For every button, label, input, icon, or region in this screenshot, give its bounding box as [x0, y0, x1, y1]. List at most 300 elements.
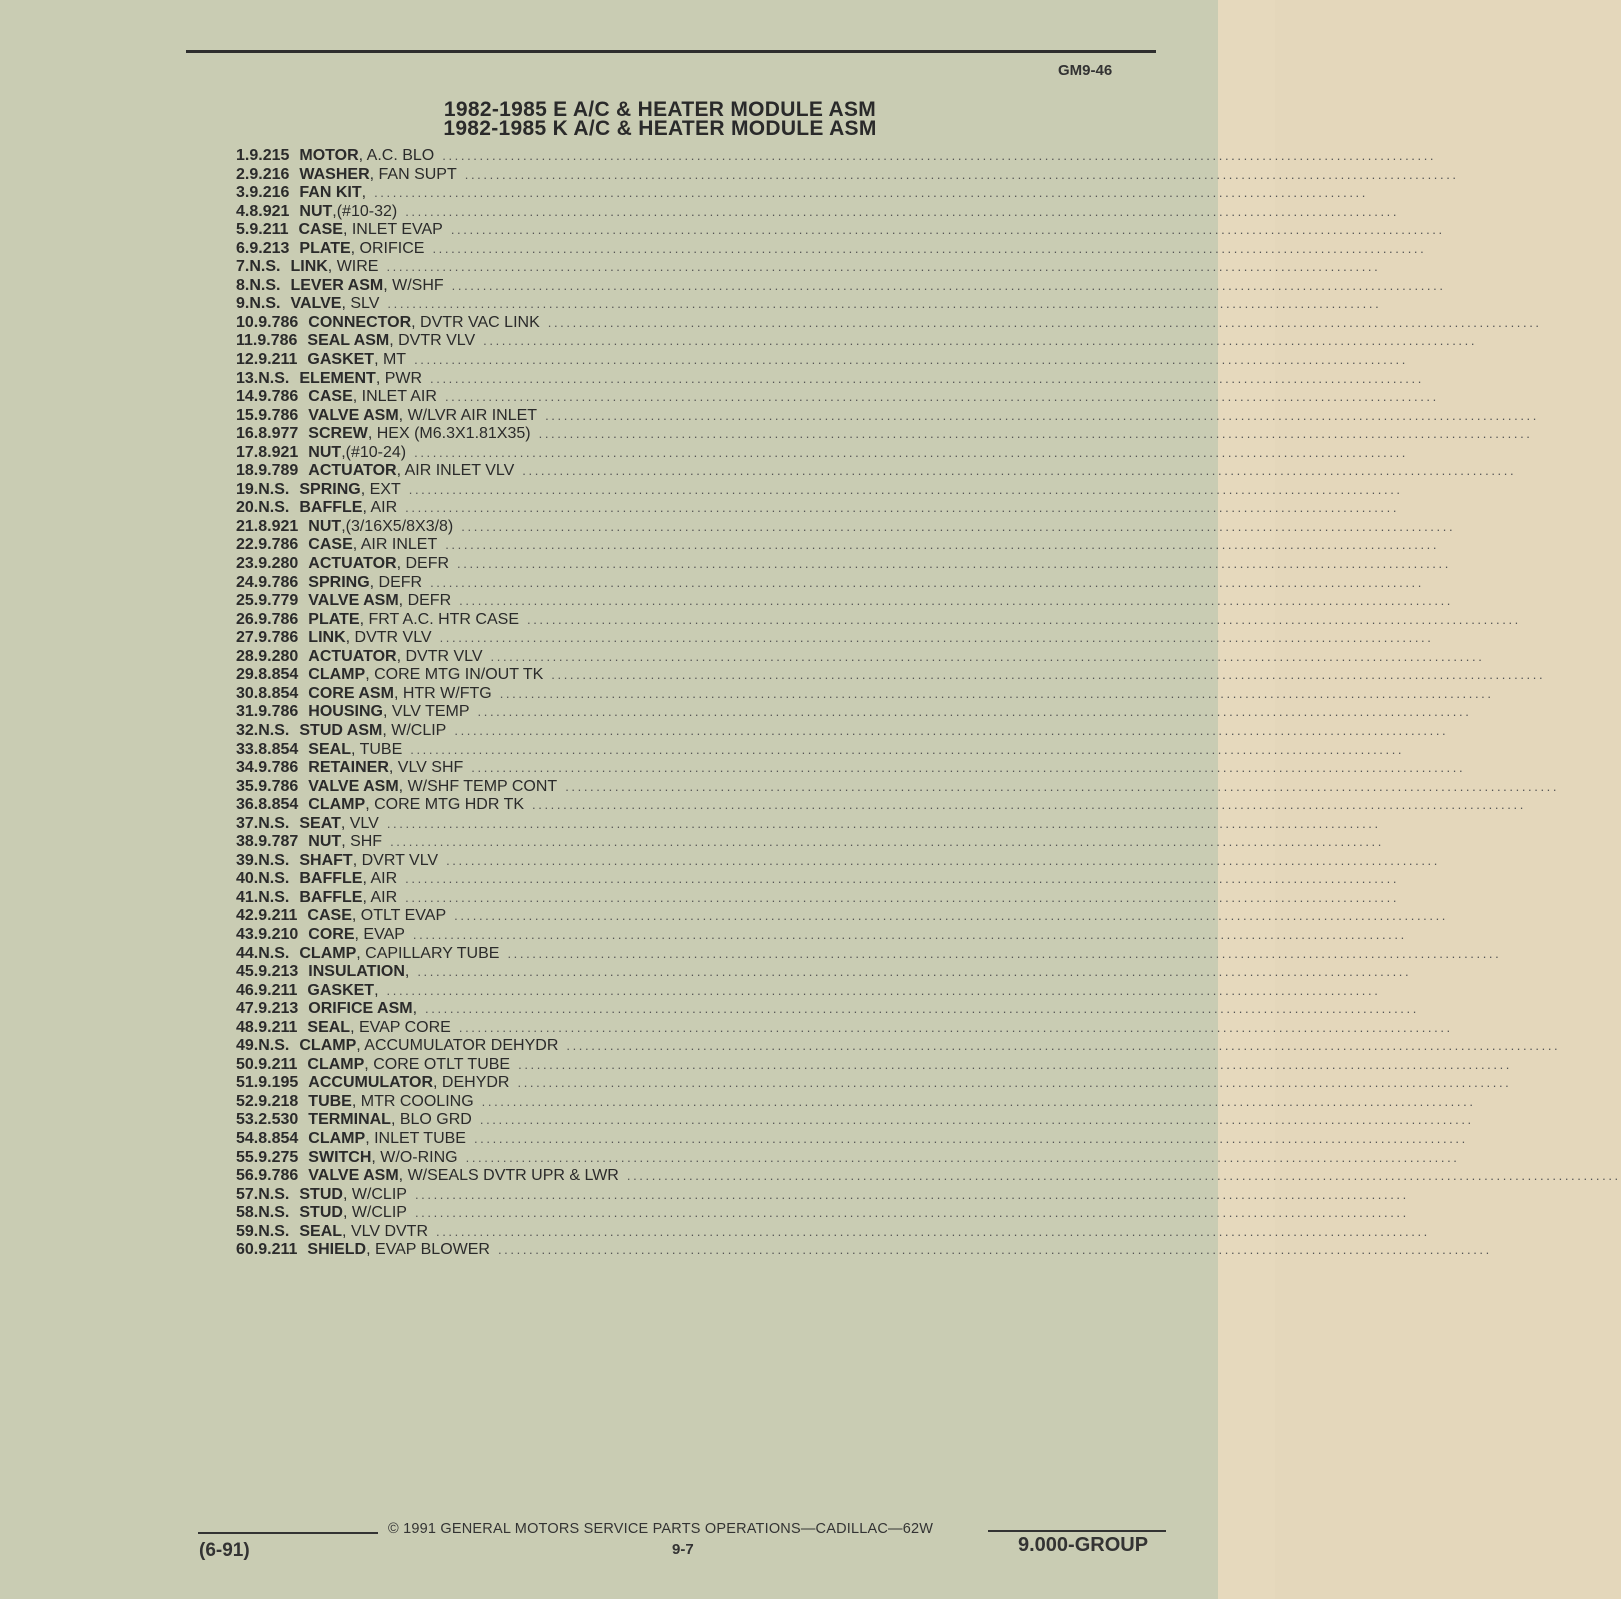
- part-group: 9.786: [258, 629, 299, 647]
- part-name: VALVE ASM: [308, 592, 399, 610]
- part-name: CLAMP: [307, 1055, 365, 1073]
- part-row: [236, 147, 1437, 166]
- part-number: 5.: [236, 221, 250, 239]
- part-number: 28.: [236, 647, 259, 665]
- part-description: , SLV: [341, 295, 380, 313]
- part-number: 29.: [236, 666, 259, 684]
- leader-dots: ................................................................................................................................................................: [405, 871, 1400, 887]
- part-description: , TUBE: [350, 740, 403, 758]
- part-number: 1.: [236, 147, 250, 164]
- group-label: 9.000-GROUP: [1018, 1534, 1149, 1556]
- part-group: 8.854: [258, 1129, 299, 1147]
- part-number: 39.: [236, 851, 259, 869]
- footer-rule-left: [198, 1532, 378, 1534]
- part-group: N.S.: [258, 1037, 290, 1055]
- part-group: 8.854: [258, 666, 299, 684]
- part-row: [236, 517, 1456, 537]
- leader-dots: ................................................................................................................................................................: [436, 1223, 1430, 1239]
- part-row: [236, 851, 1440, 871]
- part-name: TERMINAL: [308, 1111, 391, 1129]
- leader-dots: ................................................................................................................................................................: [479, 1112, 1474, 1128]
- part-row: [236, 981, 1381, 1001]
- part-name: SEAL: [308, 740, 351, 758]
- part-description: , OTLT EVAP: [351, 907, 447, 925]
- part-name: CASE: [298, 221, 343, 239]
- part-row: [236, 740, 1405, 760]
- part-description: , BLO GRD: [390, 1111, 472, 1129]
- part-group: 9.213: [258, 1000, 299, 1018]
- part-description: , W/CLIP: [342, 1185, 407, 1203]
- part-description: , CORE MTG IN/OUT TK: [365, 666, 544, 684]
- part-name: CLAMP: [299, 944, 357, 962]
- leader-dots: ................................................................................................................................................................: [410, 741, 1405, 757]
- part-name: GASKET: [307, 981, 375, 999]
- part-description: , AIR: [362, 499, 398, 517]
- part-description: , W/SHF TEMP CONT: [398, 777, 558, 795]
- part-group: 8.854: [258, 740, 299, 758]
- part-name: NUT: [308, 833, 342, 851]
- part-row: [236, 165, 1459, 185]
- part-number: 24.: [236, 573, 259, 591]
- part-description: , HEX (M6.3X1.81X35): [367, 425, 531, 443]
- part-row: [236, 1222, 1430, 1242]
- part-number: 59.: [236, 1222, 259, 1240]
- leader-dots: ................................................................................................................................................................: [414, 1186, 1409, 1202]
- part-name: NUT: [308, 517, 342, 535]
- leader-dots: ................................................................................................................................................................: [450, 222, 1445, 238]
- part-number: 26.: [236, 610, 259, 628]
- part-row: [236, 1037, 1561, 1056]
- part-description: , VLV TEMP: [382, 703, 470, 721]
- part-number: 25.: [236, 592, 259, 610]
- part-number: 58.: [236, 1204, 259, 1222]
- part-row: [236, 332, 1478, 351]
- part-name: LEVER ASM: [290, 276, 384, 294]
- part-name: SWITCH: [308, 1148, 372, 1166]
- part-row: [236, 777, 1560, 797]
- part-name: VALVE ASM: [308, 777, 399, 795]
- part-number: 23.: [236, 555, 259, 573]
- leader-dots: ................................................................................................................................................................: [387, 296, 1382, 312]
- leader-dots: ................................................................................................................................................................: [390, 834, 1384, 850]
- part-description: ,: [361, 184, 367, 202]
- leader-dots: ................................................................................................................................................................: [507, 945, 1502, 961]
- part-description: , A.C. BLO: [358, 147, 435, 164]
- part-group: 9.195: [258, 1074, 299, 1092]
- part-row: [236, 351, 1408, 370]
- part-number: 16.: [236, 425, 259, 443]
- part-description: , EVAP CORE: [350, 1018, 451, 1036]
- part-number: 17.: [236, 443, 259, 461]
- part-row: [236, 944, 1502, 964]
- part-number: 33.: [236, 740, 259, 758]
- part-group: 9.789: [258, 462, 299, 480]
- part-description: , DVTR VLV: [345, 629, 432, 647]
- part-group: 8.977: [258, 425, 299, 443]
- part-description: , INLET AIR: [352, 388, 437, 406]
- part-group: 8.921: [258, 443, 299, 461]
- part-row: [236, 888, 1400, 908]
- leader-dots: ................................................................................................................................................................: [454, 908, 1448, 924]
- part-row: [236, 1018, 1453, 1038]
- part-name: MOTOR: [299, 147, 359, 164]
- leader-dots: ................................................................................................................................................................: [465, 1149, 1460, 1165]
- part-number: 49.: [236, 1037, 259, 1055]
- leader-dots: ................................................................................................................................................................: [464, 166, 1459, 182]
- part-row: [236, 759, 1466, 778]
- part-group: 9.211: [258, 907, 298, 925]
- part-group: 2.530: [258, 1111, 299, 1129]
- part-name: VALVE: [290, 295, 342, 313]
- part-description: , DEFR: [396, 555, 450, 573]
- part-group: 9.211: [258, 981, 298, 999]
- leader-dots: ................................................................................................................................................................: [499, 685, 1494, 701]
- part-number: 40.: [236, 870, 259, 888]
- leader-dots: ................................................................................................................................................................: [566, 1038, 1561, 1054]
- part-row: [236, 369, 1424, 389]
- leader-dots: ................................................................................................................................................................: [547, 314, 1542, 330]
- leader-dots: ................................................................................................................................................................: [386, 815, 1381, 831]
- part-number: 60.: [236, 1241, 259, 1259]
- leader-dots: ................................................................................................................................................................: [439, 630, 1434, 646]
- parts-list: [236, 147, 1621, 1260]
- part-row: [236, 1000, 1419, 1019]
- part-name: CORE ASM: [308, 684, 394, 702]
- part-description: , DVTR VLV: [396, 647, 483, 665]
- part-name: FAN KIT: [299, 184, 362, 202]
- part-number: 3.: [236, 184, 250, 202]
- part-number: 11.: [236, 332, 258, 350]
- part-number: 7.: [236, 258, 250, 276]
- part-name: CONNECTOR: [308, 313, 412, 331]
- part-group: 9.786: [258, 313, 299, 331]
- part-description: , AIR: [362, 870, 398, 888]
- part-group: N.S.: [258, 814, 290, 832]
- part-row: [236, 925, 1407, 945]
- part-name: STUD: [299, 1204, 343, 1222]
- part-number: 10.: [236, 313, 259, 331]
- part-row: [236, 870, 1400, 889]
- part-row: [236, 592, 1454, 611]
- part-description: , EXT: [360, 480, 401, 498]
- part-description: , DEFR: [369, 573, 423, 591]
- leader-dots: ................................................................................................................................................................: [626, 1168, 1621, 1184]
- part-group: N.S.: [258, 888, 290, 906]
- page-number: 9-7: [672, 1541, 694, 1558]
- part-row: [236, 1185, 1409, 1205]
- part-name: CASE: [307, 907, 352, 925]
- part-row: [236, 388, 1439, 407]
- part-number: 43.: [236, 925, 259, 943]
- part-description: , W/CLIP: [382, 721, 447, 739]
- part-group: 9.275: [258, 1148, 299, 1166]
- part-number: 6.: [236, 239, 250, 257]
- part-number: 22.: [236, 536, 259, 554]
- leader-dots: ................................................................................................................................................................: [451, 277, 1446, 293]
- part-description: , EVAP BLOWER: [366, 1241, 490, 1259]
- part-name: ACTUATOR: [308, 462, 397, 480]
- part-group: 9.213: [258, 963, 299, 981]
- part-number: 18.: [236, 462, 259, 480]
- part-row: [236, 239, 1427, 259]
- part-number: 47.: [236, 1000, 259, 1018]
- leader-dots: ................................................................................................................................................................: [522, 463, 1517, 479]
- part-row: [236, 258, 1381, 277]
- part-group: N.S.: [258, 1185, 290, 1203]
- part-number: 51.: [236, 1074, 259, 1092]
- part-group: 9.786: [258, 536, 299, 554]
- part-group: 9.213: [249, 239, 290, 257]
- part-description: , FAN SUPT: [369, 165, 457, 183]
- leader-dots: ................................................................................................................................................................: [405, 203, 1400, 219]
- part-name: ACTUATOR: [308, 555, 397, 573]
- part-description: , AIR: [362, 888, 398, 906]
- part-description: , ACCUMULATOR DEHYDR: [356, 1037, 559, 1055]
- part-name: SEAL: [307, 1018, 351, 1036]
- part-name: GASKET: [307, 351, 375, 369]
- part-description: , AIR INLET VLV: [396, 462, 515, 480]
- part-name: ACCUMULATOR: [308, 1074, 434, 1092]
- part-number: 45.: [236, 963, 259, 981]
- part-row: [236, 833, 1384, 852]
- part-number: 12.: [236, 351, 259, 369]
- part-group: 9.786: [258, 406, 299, 424]
- part-number: 38.: [236, 833, 259, 851]
- leader-dots: ................................................................................................................................................................: [517, 1075, 1512, 1091]
- part-row: [236, 221, 1445, 240]
- part-row: [236, 573, 1424, 593]
- part-number: 37.: [236, 814, 259, 832]
- part-description: , EVAP: [354, 925, 405, 943]
- part-number: 44.: [236, 944, 259, 962]
- part-description: ,(#10-32): [332, 202, 398, 220]
- part-row: [236, 1148, 1460, 1168]
- part-name: TUBE: [308, 1092, 352, 1110]
- part-name: CLAMP: [299, 1037, 357, 1055]
- leader-dots: ................................................................................................................................................................: [408, 481, 1403, 497]
- part-name: BAFFLE: [299, 888, 363, 906]
- part-group: 8.921: [258, 517, 299, 535]
- part-number: 30.: [236, 684, 259, 702]
- page-title-k: 1982-1985 K A/C & HEATER MODULE ASM: [443, 117, 877, 140]
- part-group: N.S.: [258, 499, 290, 517]
- part-number: 13.: [236, 369, 259, 387]
- part-row: [236, 202, 1400, 222]
- part-row: [236, 443, 1408, 463]
- part-name: WASHER: [299, 165, 370, 183]
- part-name: SPRING: [308, 573, 370, 591]
- part-group: N.S.: [258, 851, 290, 869]
- part-group: 8.854: [258, 684, 299, 702]
- part-row: [236, 721, 1449, 741]
- part-name: CLAMP: [308, 666, 366, 684]
- part-group: 8.854: [258, 796, 299, 814]
- part-group: 9.210: [258, 925, 299, 943]
- part-name: SHAFT: [299, 851, 353, 869]
- part-row: [236, 907, 1448, 926]
- leader-dots: ................................................................................................................................................................: [412, 926, 1407, 942]
- part-description: , MT: [374, 351, 407, 369]
- part-description: , SHF: [341, 833, 383, 851]
- top-rule: [186, 50, 1156, 53]
- copyright-line: © 1991 GENERAL MOTORS SERVICE PARTS OPERATIONS—CADILLAC—62W: [388, 1521, 934, 1537]
- part-number: 41.: [236, 888, 259, 906]
- part-description: , W/CLIP: [342, 1204, 407, 1222]
- leader-dots: ................................................................................................................................................................: [454, 722, 1449, 738]
- part-row: [236, 703, 1472, 722]
- part-row: [236, 1074, 1512, 1093]
- part-name: CASE: [308, 536, 353, 554]
- part-description: , W/SEALS DVTR UPR & LWR: [398, 1167, 619, 1185]
- part-group: 8.921: [249, 202, 290, 220]
- part-group: 9.786: [258, 1167, 299, 1185]
- part-number: 32.: [236, 721, 259, 739]
- leader-dots: ................................................................................................................................................................: [490, 648, 1485, 664]
- part-row: [236, 276, 1446, 296]
- part-group: N.S.: [249, 258, 281, 276]
- leader-dots: ................................................................................................................................................................: [532, 797, 1526, 813]
- part-group: 9.215: [249, 147, 290, 164]
- part-name: ACTUATOR: [308, 647, 397, 665]
- leader-dots: ................................................................................................................................................................: [445, 537, 1440, 553]
- part-row: [236, 1055, 1512, 1075]
- part-name: SPRING: [299, 480, 361, 498]
- part-description: , DVRT VLV: [352, 851, 439, 869]
- leader-dots: ................................................................................................................................................................: [432, 240, 1427, 256]
- part-number: 9.: [236, 295, 250, 313]
- part-name: STUD ASM: [299, 721, 383, 739]
- part-number: 57.: [236, 1185, 259, 1203]
- leader-dots: ................................................................................................................................................................: [386, 259, 1381, 275]
- part-name: RETAINER: [308, 759, 389, 777]
- part-name: ORIFICE ASM: [308, 1000, 413, 1018]
- leader-dots: ................................................................................................................................................................: [414, 1205, 1409, 1221]
- part-row: [236, 536, 1440, 555]
- part-number: 35.: [236, 777, 259, 795]
- part-group: 9.211: [258, 1241, 298, 1259]
- leader-dots: ................................................................................................................................................................: [442, 148, 1437, 163]
- leader-dots: ................................................................................................................................................................: [458, 1019, 1453, 1035]
- leader-dots: ................................................................................................................................................................: [405, 889, 1400, 905]
- part-name: NUT: [308, 443, 342, 461]
- part-description: , VLV SHF: [388, 759, 464, 777]
- part-group: N.S.: [258, 1204, 290, 1222]
- part-description: , MTR COOLING: [351, 1092, 474, 1110]
- part-row: [236, 1092, 1476, 1112]
- part-row: [236, 313, 1542, 333]
- leader-dots: ................................................................................................................................................................: [414, 444, 1408, 460]
- part-description: , W/SHF: [383, 276, 444, 294]
- part-description: , INLET TUBE: [365, 1129, 466, 1147]
- part-row: [236, 796, 1526, 815]
- part-name: STUD: [299, 1185, 343, 1203]
- leader-dots: ................................................................................................................................................................: [405, 500, 1400, 516]
- part-description: , ORIFICE: [350, 239, 425, 257]
- part-group: 9.786: [258, 777, 299, 795]
- part-name: SEAL: [299, 1222, 343, 1240]
- part-number: 27.: [236, 629, 259, 647]
- leader-dots: ................................................................................................................................................................: [425, 1001, 1419, 1017]
- part-description: , AIR INLET: [352, 536, 438, 554]
- part-description: , CORE MTG HDR TK: [365, 796, 525, 814]
- part-number: 19.: [236, 480, 259, 498]
- part-number: 20.: [236, 499, 259, 517]
- leader-dots: ................................................................................................................................................................: [446, 852, 1440, 868]
- part-name: ELEMENT: [299, 369, 376, 387]
- leader-dots: ................................................................................................................................................................: [518, 1056, 1512, 1072]
- part-group: N.S.: [258, 369, 290, 387]
- part-row: [236, 1129, 1468, 1149]
- leader-dots: ................................................................................................................................................................: [444, 389, 1439, 405]
- part-name: SEAT: [299, 814, 341, 832]
- part-description: ,: [374, 981, 379, 999]
- part-description: , CORE OTLT TUBE: [364, 1055, 511, 1073]
- part-description: ,(3/16X5/8X3/8): [341, 517, 454, 535]
- part-description: , WIRE: [327, 258, 379, 276]
- leader-dots: ................................................................................................................................................................: [497, 1242, 1492, 1258]
- part-name: BAFFLE: [299, 499, 363, 517]
- footer-rule-right: [988, 1530, 1166, 1532]
- leader-dots: ................................................................................................................................................................: [457, 556, 1451, 572]
- part-row: [236, 666, 1546, 685]
- leader-dots: ................................................................................................................................................................: [417, 964, 1412, 980]
- part-group: 9.216: [249, 165, 290, 183]
- revision-date: (6-91): [199, 1540, 250, 1561]
- part-row: [236, 647, 1485, 667]
- part-number: 52.: [236, 1092, 259, 1110]
- leader-dots: ................................................................................................................................................................: [481, 1093, 1476, 1109]
- part-group: N.S.: [258, 480, 290, 498]
- leader-dots: ................................................................................................................................................................: [430, 574, 1424, 590]
- part-row: [236, 499, 1400, 518]
- part-group: N.S.: [249, 276, 281, 294]
- part-group: N.S.: [258, 721, 290, 739]
- part-name: NUT: [299, 202, 333, 220]
- leader-dots: ................................................................................................................................................................: [386, 982, 1381, 998]
- part-name: CLAMP: [308, 1129, 366, 1147]
- part-description: , DVTR VLV: [389, 332, 476, 350]
- part-name: SEAL ASM: [307, 332, 390, 350]
- part-group: 9.786: [258, 388, 299, 406]
- part-name: SHIELD: [307, 1241, 367, 1259]
- part-group: 9.786: [258, 610, 299, 628]
- part-row: [236, 480, 1403, 500]
- leader-dots: ................................................................................................................................................................: [471, 760, 1466, 776]
- part-number: 31.: [236, 703, 259, 721]
- part-description: , DEFR: [398, 592, 452, 610]
- leader-dots: ................................................................................................................................................................: [538, 426, 1533, 442]
- part-number: 48.: [236, 1018, 259, 1036]
- part-description: , W/O-RING: [371, 1148, 458, 1166]
- part-row: [236, 1111, 1474, 1130]
- part-group: N.S.: [249, 295, 281, 313]
- part-row: [236, 184, 1368, 203]
- part-number: 36.: [236, 796, 259, 814]
- part-group: 9.216: [249, 184, 290, 202]
- part-group: N.S.: [258, 870, 290, 888]
- part-group: 9.211: [249, 221, 289, 239]
- leader-dots: ................................................................................................................................................................: [374, 185, 1368, 201]
- part-number: 2.: [236, 165, 250, 183]
- part-description: , FRT A.C. HTR CASE: [359, 610, 519, 628]
- part-name: BAFFLE: [299, 870, 363, 888]
- part-name: PLATE: [308, 610, 360, 628]
- part-group: N.S.: [258, 944, 290, 962]
- leader-dots: ................................................................................................................................................................: [459, 593, 1454, 609]
- part-group: 9.786: [258, 759, 299, 777]
- part-number: 55.: [236, 1148, 259, 1166]
- part-row: [236, 295, 1382, 314]
